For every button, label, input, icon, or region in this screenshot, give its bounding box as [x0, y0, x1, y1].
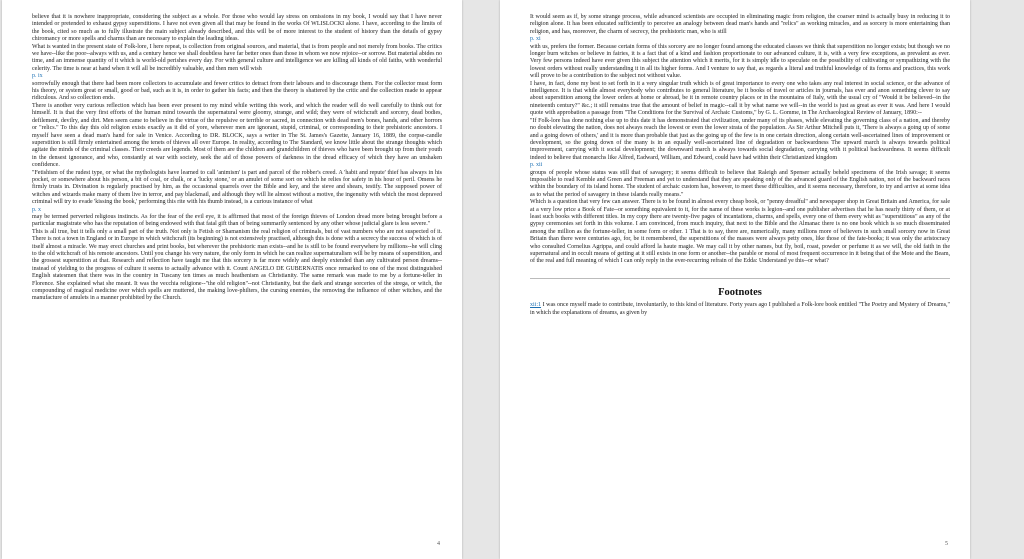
footnote-text: I was once myself made to contribute, involuntarily, to this kind of literature. Forty years ago I published a Folk-lore book entitled "The Poetry and Mystery of Dreams," in which the explanations of dreams, as given by	[530, 302, 950, 316]
footnotes-heading: Footnotes	[530, 278, 950, 296]
page-right	[500, 0, 970, 559]
paragraph: groups of people whose status was still that of savagery; it seems difficult to believe that Raleigh and Spenser actually beheld specimens of the Irish savage; it seems impossible to read Kemble and Green and Freeman and yet to understand that they are speaking only of the advanced guard of the English nation, not of the backward races within the boundary of its island home. The student of archaic custom has, however, to meet these difficulties, and it seems necessary, therefore, to try and arrive at some idea as to what the period of savagery in these islands really means."	[530, 169, 950, 198]
paragraph: "If Folk-lore has done nothing else up to this date it has demonstrated that civilization, under many of its phases, while elevating the governing class of a nation, and thereby no doubt elevating the nation, does not always reach the lowest or even the lower strata of the population. As Sir Arthur Mitchell puts it, 'There is always a going up of some and a going down of others,' and it is more than probable that just as the going up of the few is in one certain direction, along certain well-ascertained lines of improvement or development, so the going down of the many is in an equally well-ascertained line of degradation or backwardness The upward march is always towards political improvement, carrying with it social development; the downward march is always towards social degradation, carrying with it political backwardness. It seems difficult indeed to believe that monarchs like Alfred, Eadward, William, and Edward, could have had within their Christianized kingdom	[530, 117, 950, 161]
paragraph: Which is a question that very few can answer. There is to be found in almost every cheap book, or "penny dreadful" and newspaper shop in Great Britain and America, for sale at a very low price a Book of Fate--or something equivalent to it, for the name of these works is legion--and one publisher advertises that he has nearly thirty of them, or at least such books with different titles. In my copy there are twenty-five pages of incantations, charms, and spells, every one of them every whit as "superstitious" as any of the gypsy ceremonies set forth in this volume. I am convinced, from much inquiry, that next to the Bible and the Almanac there is no one book which is so much disseminated among the million as the fortune-teller, in some form or other. 1 That is to say, there are, numerically, many millions more of believers in such small sorcery now in Great Britain than there were centuries ago, for, be it remembered, the superstitions of the masses were always petty ones, like those of the fate-books; it was only the aristocracy who consulted Cornelius Agrippa, and could afford la haute magie. We may call it by other names, but fly, boil, roast, powder or perfume it as we will, the old faith in the supernatural and in occult means of getting at it still exists in one form or another--the parable or moral of most frequent occurrence in it being that of the Mote and the Beam, of the real and full meaning of which I can only reply in the ever-recurring refrain of the Edda: Understand ye this--or what?	[530, 199, 950, 265]
paragraph: I have, in fact, done my best to set forth in it a very singular truth which is of great importance to every one who takes any real interest in social science, or the advance of intelligence. It is that while almost everybody who contributes to general literature, be it books of travel or articles in journals, has ever and anon something clever to say about superstition among the lower orders at home or abroad, be it in remote country places or in the mountains of Italy, with the usual cry of "Would it be believed--in the nineteenth century?" &c.; it still remains true that the amount of belief in magic--call it by what name we will--in the world is just as great as ever it was. And here I would quote with approbation a passage from "The Conditions for the Survival of Archaic Customs," by G. L. Gomme, in The Archaeological Review of January, 1890:--	[530, 80, 950, 117]
page-number: 5	[945, 541, 948, 547]
paragraph: This is all true, but it tells only a small part of the truth. Not only is Fetish or Shamanism the real religion of criminals, but of vast numbers who are not suspected of it. There is not a town in England or in Europe in which witchcraft (its beginning) is not extensively practised, although this is done with a secrecy the success of which is of itself almost a miracle. We may erect churches and print books, but wherever the prehistoric man exists--and he is still to be found everywhere by millions--he will cling to the old witchcraft of his remote ancestors. Until you change his very nature, the only form in which he can realize supernaturalism will be by means of superstition, and the grossest superstition at that. Research and reflection have taught me that this sorcery is far more widely and deeply extended than any cultivated person dreams--instead of yielding to the progress of culture it seems to actually advance with it. Count ANGELO DE GUBERNATIS once remarked to one of the most distinguished English statesmen that there was in the country in Tuscany ten times as much heathenism as Christianity. The same remark was made to me by a fortune-teller in Florence. She explained what she meant. It was the vecchia religione--"the old religion"--not Christianity, but the dark and strange sorceries of the strega, or witch, the compounding of magical medicine over which spells are muttered, the making love-philters, the cursing enemies, the removing the influence of other witches, and the manufacture of amulets in a manner prohibited by the Church.	[32, 228, 442, 302]
footnote	[530, 302, 950, 317]
paragraph: There is another very curious reflection which has been ever present to my mind while writing this work, and which the reader will do well carefully to think out for himself. It is that the very first efforts of the human mind towards the supernatural were gloomy, strange, and wild; they were of witchcraft and sorcery, dead bodies, defilement, devilry, and dirt. Men seem came to believe in the virtue of the repulsive or terrible or sacred, in connection with dead men's bones, hands, and other horrors or "relics." To this day this old religion exists exactly as it did of yore, wherever men are ignorant, stupid, criminal, or corresponding to their prehistoric ancestors. I myself have seen a dead man's hand for sale in Venice. According to DR. BLOCK, says a writer in The St. James's Gazette, January 16, 1889, the corpse-candle superstition is still firmly entertained among the tenets of thieves all over Europe. In reality, according to The Standard, we know little about the strange thoughts which agitate the minds of the criminal classes. Their creeds are legends. Most of them are the children and grandchildren of thieves who have been brought up from their youth in the densest ignorance, and who, constantly at war with society, seek the aid of those powers of darkness in the dread efficacy of which they have an unshaken confidence.	[32, 102, 442, 169]
paragraph: What is wanted in the present state of Folk-lore, I here repeat, is collection from original sources, and material, that is from people and not merely from books. The critics we have--like the poor--always with us, and a century hence we shall doubtless have far better ones than those in whom we now rejoice--or sorrow. But material abides no time, and an immense quantity of it which is world-old perishes every day. For with general culture and intelligence we are killing all kinds of old faiths, with wonderful celerity. The time is near at hand when it will all be incredibly valuable, and then men will wish	[32, 43, 442, 72]
page-left	[2, 0, 462, 559]
page-reference-link[interactable]: p. ix	[32, 73, 43, 80]
paragraph: believe that it is nowhere inappropriate, considering the subject as a whole. For those who would lay stress on omissions in my book, I would say that I have never intended or pretended to exhaust gypsy superstitions. I have not even given all that may be found in the works Of WLISLOCKI alone. I have, according to the limits of the book, cited so much as to fully illustrate the main subject already described, and this will be of more interest to the student of history than the details of gypsy chiromancy or more spells and charms than are necessary to explain the leading ideas.	[32, 14, 442, 43]
footnote-link[interactable]: xii:1	[530, 302, 542, 309]
page-reference-link[interactable]: p. xi	[530, 36, 541, 43]
page-reference-link[interactable]: p. xii	[530, 162, 543, 169]
page-text	[32, 14, 442, 303]
paragraph: "Fetishism of the rudest type, or what the mythologists have learned to call 'animism' is part and parcel of the robber's creed. A 'habit and repute' thief has always in his pocket, or somewhere about his person, a bit of coal, or chalk, or a 'lucky stone,' or an amulet of some sort on which he relies for safety in his hour of peril. Omens he firmly trusts in. Divination is regularly practised by him, as the occasional quarrels over the Bible and key, and the sieve and shears, testify. The supposed power of witches and wizards make many of them live in terror, and pay blackmail, and although they will lie almost without a motive, the ingenuity with which the most depraved criminal will try to evade 'kissing the book,' performing this rite with his thumb instead, is a curious instance of what	[32, 169, 442, 206]
page-reference-link[interactable]: p. x	[32, 206, 41, 213]
paragraph: with us, prefers the former. Because certain forms of this sorcery are no longer found among the educated classes we think that superstition no longer exists; but though we no longer burn witches or believe in fairies, it is a fact that of a kind and fashion proportionate to our advanced culture, it is, with a very few exceptions, as prevalent as ever. Very few persons indeed have ever given this subject the attention which it merits, for it is simply idle to speculate on the possibility of cultivating or sympathizing with the lowest orders without really understanding it in all its higher forms. And I venture to say that, as regards a literal and truthful knowledge of its forms and practices, this work will prove to be a contribution to the subject not without value.	[530, 43, 950, 80]
paragraph: It would seem as if, by some strange process, while advanced scientists are occupied in eliminating magic from religion, the coarser mind is actually busy in reducing it to religion alone. It has been educated sufficiently to perceive an analogy between dead man's hands and "relics" as working miracles, and as sorcery is more entertaining than religion, and has, moreover, the charm of secrecy, the prehistoric man, who is still	[530, 14, 950, 35]
page-text	[530, 14, 950, 317]
page-number: 4	[437, 541, 440, 547]
paragraph: sorrowfully enough that there had been more collectors to accumulate and fewer critics to detract from their labours and to discourage them. For the collector must form his theory, or system great or small, good or bad, such as it is, in order to gather his facts; and then the theory is shattered by the critic and the collection made to appear ridiculous. And so collection ends.	[32, 80, 442, 102]
paragraph: may be termed perverted religious instincts. As for the fear of the evil eye, it is affirmed that most of the foreign thieves of London dread more being brought before a particular magistrate who has the reputation of being endowed with that fatal gift than of being summarily sentenced by any other whose judicial glare is less severe."	[32, 213, 442, 228]
